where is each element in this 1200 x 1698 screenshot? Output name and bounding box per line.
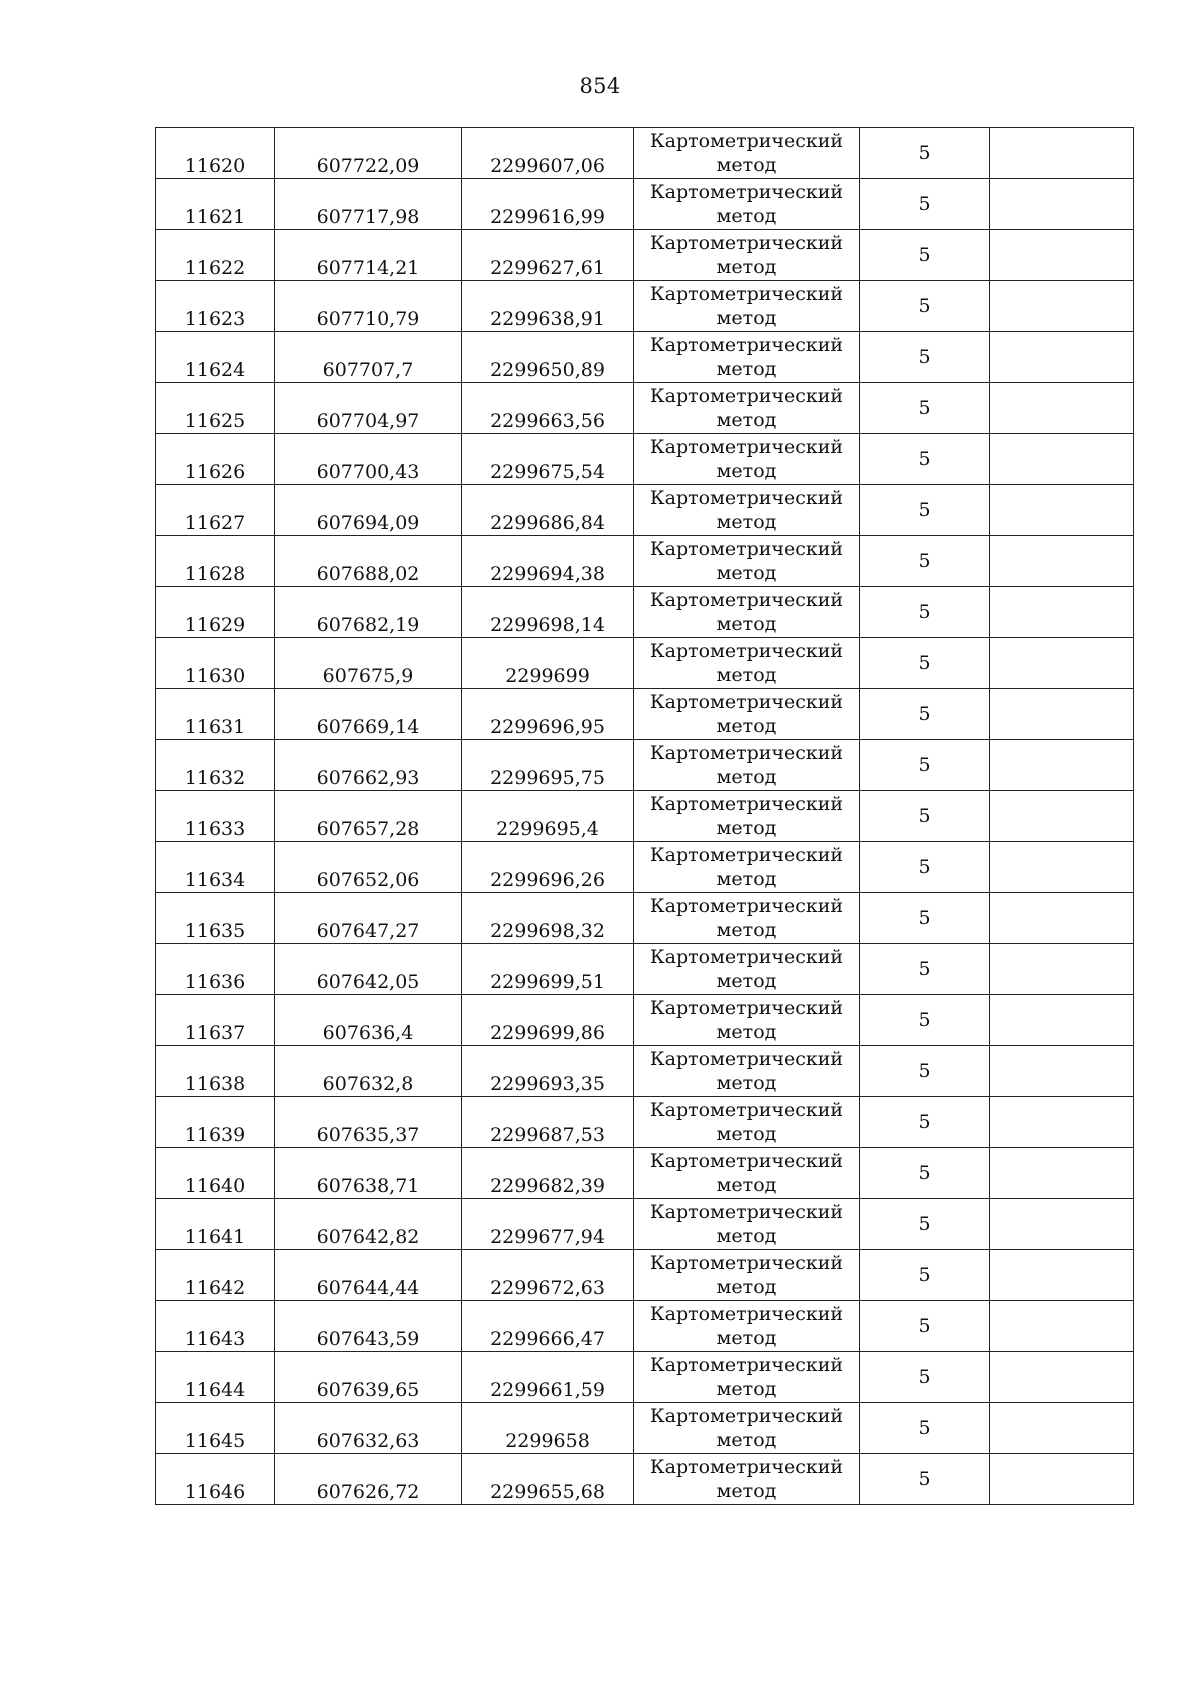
method-line-2: метод (716, 1021, 777, 1043)
table-row (156, 995, 1134, 1046)
method-line-1: Картометрический (649, 1354, 844, 1376)
table-row (156, 434, 1134, 485)
y-coordinate-cell: 2299663,56 (462, 383, 634, 434)
x-coordinate-cell: 607714,21 (275, 230, 462, 281)
accuracy-cell: 5 (860, 740, 990, 791)
y-coordinate-cell: 2299695,4 (462, 791, 634, 842)
note-cell (990, 1046, 1134, 1097)
x-coordinate-cell: 607644,44 (275, 1250, 462, 1301)
method-line-2: метод (716, 664, 777, 686)
accuracy-cell: 5 (860, 536, 990, 587)
method-line-2: метод (716, 1429, 777, 1451)
method-line-2: метод (716, 511, 777, 533)
method-line-1: Картометрический (649, 1150, 844, 1172)
method-line-2: метод (716, 205, 777, 227)
table-row (156, 1046, 1134, 1097)
method-line-2: метод (716, 970, 777, 992)
point-number-cell: 11633 (156, 791, 275, 842)
accuracy-cell: 5 (860, 1403, 990, 1454)
point-number-cell: 11628 (156, 536, 275, 587)
x-coordinate-cell: 607704,97 (275, 383, 462, 434)
accuracy-cell: 5 (860, 332, 990, 383)
method-line-1: Картометрический (649, 1048, 844, 1070)
table-row (156, 281, 1134, 332)
accuracy-cell: 5 (860, 1352, 990, 1403)
table-row (156, 1097, 1134, 1148)
x-coordinate-cell: 607642,82 (275, 1199, 462, 1250)
y-coordinate-cell: 2299698,32 (462, 893, 634, 944)
method-cell (634, 485, 860, 536)
note-cell (990, 995, 1134, 1046)
point-number-cell: 11624 (156, 332, 275, 383)
method-cell (634, 893, 860, 944)
table-row (156, 1250, 1134, 1301)
note-cell (990, 944, 1134, 995)
point-number-cell: 11645 (156, 1403, 275, 1454)
accuracy-cell: 5 (860, 1454, 990, 1505)
table-row (156, 842, 1134, 893)
x-coordinate-cell: 607682,19 (275, 587, 462, 638)
y-coordinate-cell: 2299655,68 (462, 1454, 634, 1505)
point-number-cell: 11630 (156, 638, 275, 689)
note-cell (990, 179, 1134, 230)
method-cell (634, 740, 860, 791)
x-coordinate-cell: 607643,59 (275, 1301, 462, 1352)
method-cell (634, 1301, 860, 1352)
method-cell (634, 281, 860, 332)
accuracy-cell: 5 (860, 791, 990, 842)
x-coordinate-cell: 607647,27 (275, 893, 462, 944)
method-line-2: метод (716, 562, 777, 584)
method-line-2: метод (716, 1174, 777, 1196)
note-cell (990, 587, 1134, 638)
x-coordinate-cell: 607626,72 (275, 1454, 462, 1505)
method-line-1: Картометрический (649, 1405, 844, 1427)
point-number-cell: 11634 (156, 842, 275, 893)
method-cell (634, 944, 860, 995)
y-coordinate-cell: 2299658 (462, 1403, 634, 1454)
y-coordinate-cell: 2299638,91 (462, 281, 634, 332)
note-cell (990, 1301, 1134, 1352)
note-cell (990, 1199, 1134, 1250)
y-coordinate-cell: 2299699 (462, 638, 634, 689)
note-cell (990, 383, 1134, 434)
method-line-2: метод (716, 1072, 777, 1094)
y-coordinate-cell: 2299672,63 (462, 1250, 634, 1301)
method-line-1: Картометрический (649, 691, 844, 713)
point-number-cell: 11632 (156, 740, 275, 791)
accuracy-cell: 5 (860, 587, 990, 638)
y-coordinate-cell: 2299616,99 (462, 179, 634, 230)
note-cell (990, 689, 1134, 740)
x-coordinate-cell: 607639,65 (275, 1352, 462, 1403)
method-line-2: метод (716, 307, 777, 329)
x-coordinate-cell: 607638,71 (275, 1148, 462, 1199)
note-cell (990, 740, 1134, 791)
table-row (156, 1148, 1134, 1199)
accuracy-cell: 5 (860, 689, 990, 740)
method-cell (634, 1046, 860, 1097)
table-row (156, 689, 1134, 740)
accuracy-cell: 5 (860, 893, 990, 944)
accuracy-cell: 5 (860, 1148, 990, 1199)
point-number-cell: 11644 (156, 1352, 275, 1403)
method-line-1: Картометрический (649, 1252, 844, 1274)
y-coordinate-cell: 2299698,14 (462, 587, 634, 638)
method-line-1: Картометрический (649, 1303, 844, 1325)
point-number-cell: 11620 (156, 128, 275, 179)
x-coordinate-cell: 607694,09 (275, 485, 462, 536)
note-cell (990, 1097, 1134, 1148)
accuracy-cell: 5 (860, 434, 990, 485)
table-row (156, 332, 1134, 383)
note-cell (990, 1454, 1134, 1505)
page-number: 854 (579, 74, 621, 98)
table-row (156, 587, 1134, 638)
method-line-2: метод (716, 1480, 777, 1502)
method-line-2: метод (716, 817, 777, 839)
point-number-cell: 11646 (156, 1454, 275, 1505)
method-cell (634, 179, 860, 230)
method-line-2: метод (716, 766, 777, 788)
method-cell (634, 587, 860, 638)
accuracy-cell: 5 (860, 944, 990, 995)
table-row (156, 1352, 1134, 1403)
y-coordinate-cell: 2299696,26 (462, 842, 634, 893)
coordinates-table (155, 127, 1134, 1505)
y-coordinate-cell: 2299699,51 (462, 944, 634, 995)
accuracy-cell: 5 (860, 230, 990, 281)
accuracy-cell: 5 (860, 281, 990, 332)
point-number-cell: 11626 (156, 434, 275, 485)
method-cell (634, 638, 860, 689)
table-row (156, 179, 1134, 230)
method-cell (634, 230, 860, 281)
method-line-1: Картометрический (649, 334, 844, 356)
method-cell (634, 383, 860, 434)
method-line-1: Картометрический (649, 181, 844, 203)
method-line-2: метод (716, 715, 777, 737)
method-cell (634, 1250, 860, 1301)
method-cell (634, 536, 860, 587)
x-coordinate-cell: 607635,37 (275, 1097, 462, 1148)
method-line-2: метод (716, 358, 777, 380)
note-cell (990, 893, 1134, 944)
table-row (156, 638, 1134, 689)
table-row (156, 128, 1134, 179)
accuracy-cell: 5 (860, 1199, 990, 1250)
note-cell (990, 332, 1134, 383)
note-cell (990, 1403, 1134, 1454)
method-cell (634, 434, 860, 485)
x-coordinate-cell: 607688,02 (275, 536, 462, 587)
method-line-1: Картометрический (649, 538, 844, 560)
x-coordinate-cell: 607669,14 (275, 689, 462, 740)
method-line-2: метод (716, 1276, 777, 1298)
method-cell (634, 332, 860, 383)
point-number-cell: 11623 (156, 281, 275, 332)
accuracy-cell: 5 (860, 1046, 990, 1097)
method-line-2: метод (716, 1123, 777, 1145)
y-coordinate-cell: 2299661,59 (462, 1352, 634, 1403)
method-line-1: Картометрический (649, 742, 844, 764)
x-coordinate-cell: 607710,79 (275, 281, 462, 332)
method-line-1: Картометрический (649, 997, 844, 1019)
x-coordinate-cell: 607632,8 (275, 1046, 462, 1097)
method-line-1: Картометрический (649, 1456, 844, 1478)
point-number-cell: 11629 (156, 587, 275, 638)
point-number-cell: 11642 (156, 1250, 275, 1301)
point-number-cell: 11635 (156, 893, 275, 944)
note-cell (990, 638, 1134, 689)
method-cell (634, 1454, 860, 1505)
method-cell (634, 1403, 860, 1454)
note-cell (990, 434, 1134, 485)
y-coordinate-cell: 2299682,39 (462, 1148, 634, 1199)
note-cell (990, 230, 1134, 281)
accuracy-cell: 5 (860, 1301, 990, 1352)
table-row (156, 230, 1134, 281)
method-line-1: Картометрический (649, 589, 844, 611)
y-coordinate-cell: 2299650,89 (462, 332, 634, 383)
y-coordinate-cell: 2299695,75 (462, 740, 634, 791)
point-number-cell: 11640 (156, 1148, 275, 1199)
method-line-2: метод (716, 613, 777, 635)
note-cell (990, 1352, 1134, 1403)
method-line-1: Картометрический (649, 895, 844, 917)
note-cell (990, 281, 1134, 332)
point-number-cell: 11636 (156, 944, 275, 995)
method-line-1: Картометрический (649, 640, 844, 662)
note-cell (990, 128, 1134, 179)
point-number-cell: 11627 (156, 485, 275, 536)
table-row (156, 485, 1134, 536)
method-cell (634, 1199, 860, 1250)
note-cell (990, 1250, 1134, 1301)
method-line-2: метод (716, 868, 777, 890)
method-line-1: Картометрический (649, 1099, 844, 1121)
point-number-cell: 11637 (156, 995, 275, 1046)
y-coordinate-cell: 2299693,35 (462, 1046, 634, 1097)
x-coordinate-cell: 607722,09 (275, 128, 462, 179)
table-row (156, 1301, 1134, 1352)
x-coordinate-cell: 607662,93 (275, 740, 462, 791)
x-coordinate-cell: 607717,98 (275, 179, 462, 230)
table-row (156, 893, 1134, 944)
note-cell (990, 842, 1134, 893)
table-row (156, 791, 1134, 842)
method-cell (634, 1148, 860, 1199)
method-cell (634, 1097, 860, 1148)
note-cell (990, 536, 1134, 587)
y-coordinate-cell: 2299627,61 (462, 230, 634, 281)
method-line-1: Картометрический (649, 946, 844, 968)
accuracy-cell: 5 (860, 383, 990, 434)
point-number-cell: 11625 (156, 383, 275, 434)
note-cell (990, 485, 1134, 536)
y-coordinate-cell: 2299686,84 (462, 485, 634, 536)
accuracy-cell: 5 (860, 1250, 990, 1301)
accuracy-cell: 5 (860, 1097, 990, 1148)
method-line-2: метод (716, 460, 777, 482)
method-cell (634, 995, 860, 1046)
y-coordinate-cell: 2299607,06 (462, 128, 634, 179)
method-line-1: Картометрический (649, 487, 844, 509)
point-number-cell: 11638 (156, 1046, 275, 1097)
method-cell (634, 689, 860, 740)
y-coordinate-cell: 2299675,54 (462, 434, 634, 485)
method-line-1: Картометрический (649, 844, 844, 866)
method-line-1: Картометрический (649, 232, 844, 254)
method-line-2: метод (716, 1378, 777, 1400)
x-coordinate-cell: 607675,9 (275, 638, 462, 689)
accuracy-cell: 5 (860, 128, 990, 179)
y-coordinate-cell: 2299666,47 (462, 1301, 634, 1352)
method-line-2: метод (716, 919, 777, 941)
x-coordinate-cell: 607700,43 (275, 434, 462, 485)
method-cell (634, 791, 860, 842)
table-row (156, 944, 1134, 995)
x-coordinate-cell: 607632,63 (275, 1403, 462, 1454)
method-cell (634, 842, 860, 893)
y-coordinate-cell: 2299677,94 (462, 1199, 634, 1250)
y-coordinate-cell: 2299687,53 (462, 1097, 634, 1148)
accuracy-cell: 5 (860, 485, 990, 536)
table-row (156, 536, 1134, 587)
point-number-cell: 11639 (156, 1097, 275, 1148)
point-number-cell: 11641 (156, 1199, 275, 1250)
x-coordinate-cell: 607652,06 (275, 842, 462, 893)
y-coordinate-cell: 2299696,95 (462, 689, 634, 740)
note-cell (990, 1148, 1134, 1199)
y-coordinate-cell: 2299694,38 (462, 536, 634, 587)
method-line-2: метод (716, 409, 777, 431)
table-row (156, 1454, 1134, 1505)
method-line-1: Картометрический (649, 130, 844, 152)
point-number-cell: 11631 (156, 689, 275, 740)
coordinates-table-body (156, 128, 1134, 1505)
accuracy-cell: 5 (860, 995, 990, 1046)
table-row (156, 1199, 1134, 1250)
x-coordinate-cell: 607707,7 (275, 332, 462, 383)
table-row (156, 740, 1134, 791)
table-row (156, 1403, 1134, 1454)
method-line-1: Картометрический (649, 1201, 844, 1223)
method-cell (634, 1352, 860, 1403)
accuracy-cell: 5 (860, 842, 990, 893)
x-coordinate-cell: 607636,4 (275, 995, 462, 1046)
point-number-cell: 11643 (156, 1301, 275, 1352)
point-number-cell: 11621 (156, 179, 275, 230)
point-number-cell: 11622 (156, 230, 275, 281)
method-line-2: метод (716, 256, 777, 278)
accuracy-cell: 5 (860, 638, 990, 689)
accuracy-cell: 5 (860, 179, 990, 230)
x-coordinate-cell: 607642,05 (275, 944, 462, 995)
method-line-1: Картометрический (649, 793, 844, 815)
method-line-1: Картометрический (649, 385, 844, 407)
method-line-2: метод (716, 1225, 777, 1247)
note-cell (990, 791, 1134, 842)
y-coordinate-cell: 2299699,86 (462, 995, 634, 1046)
method-line-2: метод (716, 1327, 777, 1349)
method-cell (634, 128, 860, 179)
method-line-1: Картометрический (649, 283, 844, 305)
method-line-2: метод (716, 154, 777, 176)
x-coordinate-cell: 607657,28 (275, 791, 462, 842)
table-row (156, 383, 1134, 434)
method-line-1: Картометрический (649, 436, 844, 458)
